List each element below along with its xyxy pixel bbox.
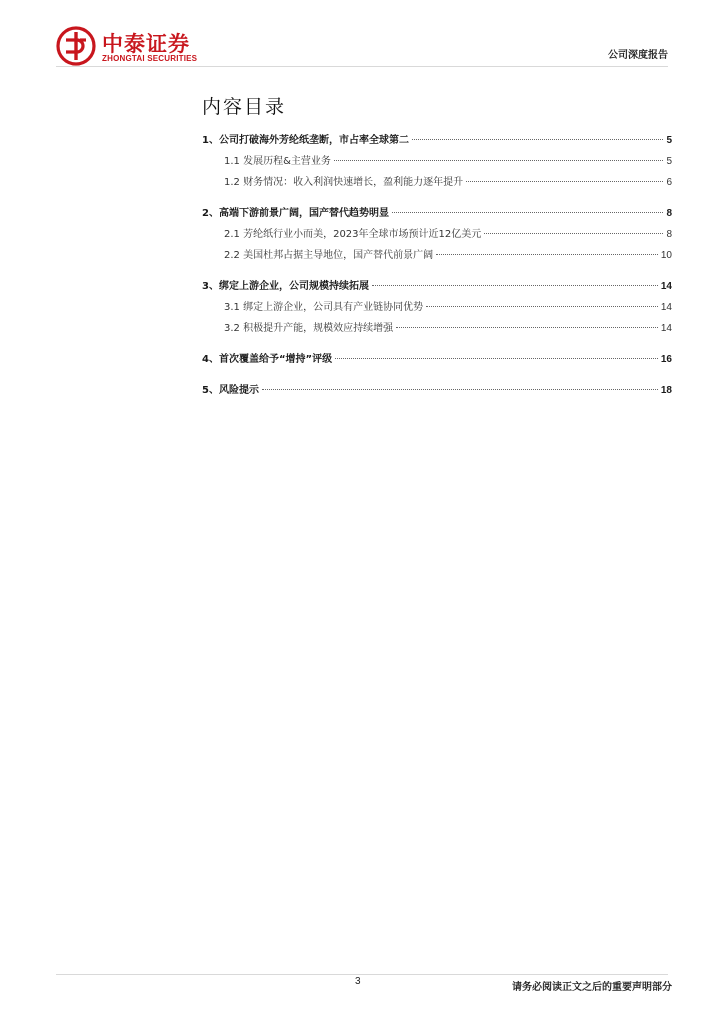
toc-entry[interactable] <box>202 276 672 297</box>
toc-entry-text: 3.2 积极提升产能，规模效应持续增强 <box>224 323 394 334</box>
toc-entry[interactable] <box>202 380 672 401</box>
toc-entry[interactable] <box>202 203 672 224</box>
toc-spacer <box>202 339 672 349</box>
toc-entry-page: 14 <box>660 281 672 292</box>
toc-entry-page: 6 <box>666 177 672 188</box>
toc-entry-page: 5 <box>666 135 672 146</box>
toc-leader-dots <box>334 160 664 161</box>
toc-leader-dots <box>396 327 658 328</box>
toc-entry-text: 1.1 发展历程&主营业务 <box>224 156 331 167</box>
toc-leader-dots <box>466 181 663 182</box>
toc-entry-text: 1.2 财务情况：收入利润快速增长，盈利能力逐年提升 <box>224 177 464 188</box>
toc-leader-dots <box>335 358 658 359</box>
toc-entry[interactable] <box>202 151 672 172</box>
footer-divider <box>56 974 668 975</box>
toc-leader-dots <box>426 306 658 307</box>
toc-entry-text: 3、绑定上游企业，公司规模持续拓展 <box>202 281 369 292</box>
logo-chinese-name: 中泰证券 <box>102 32 190 56</box>
toc-entry[interactable] <box>202 224 672 245</box>
company-logo <box>56 26 256 70</box>
toc-entry-text: 3.1 绑定上游企业，公司具有产业链协同优势 <box>224 302 424 313</box>
toc-entry-text: 1、公司打破海外芳纶纸垄断，市占率全球第二 <box>202 135 409 146</box>
logo-english-name: ZHONGTAI SECURITIES <box>102 54 198 63</box>
toc-spacer <box>202 266 672 276</box>
toc-entry[interactable] <box>202 349 672 370</box>
toc-entry[interactable] <box>202 130 672 151</box>
toc-entry[interactable] <box>202 172 672 193</box>
toc-entry-page: 14 <box>660 323 672 334</box>
toc-spacer <box>202 193 672 203</box>
report-type-label: 公司深度报告 <box>608 50 668 61</box>
toc-entry-page: 16 <box>660 354 672 365</box>
toc-entry-text: 2.2 美国杜邦占据主导地位，国产替代前景广阔 <box>224 250 434 261</box>
toc-spacer <box>202 370 672 380</box>
toc-leader-dots <box>436 254 658 255</box>
toc-entry-page: 10 <box>660 250 672 261</box>
footer-disclaimer: 请务必阅读正文之后的重要声明部分 <box>512 982 672 993</box>
toc-leader-dots <box>262 389 658 390</box>
toc-leader-dots <box>412 139 663 140</box>
toc-entry[interactable] <box>202 245 672 266</box>
toc-entry-page: 5 <box>666 156 672 167</box>
toc-entry-page: 14 <box>660 302 672 313</box>
toc-leader-dots <box>372 285 658 286</box>
toc-entry-text: 2、高端下游前景广阔，国产替代趋势明显 <box>202 208 389 219</box>
header-divider <box>56 66 668 67</box>
toc-leader-dots <box>484 233 663 234</box>
toc-entry-text: 4、首次覆盖给予“增持”评级 <box>202 354 333 365</box>
page-number: 3 <box>355 976 361 987</box>
toc-entry-page: 8 <box>666 208 672 219</box>
table-of-contents <box>202 130 672 401</box>
page-header <box>0 0 724 80</box>
toc-entry-page: 18 <box>660 385 672 396</box>
toc-title: 内容目录 <box>202 96 287 118</box>
toc-entry-text: 5、风险提示 <box>202 385 259 396</box>
toc-entry-text: 2.1 芳纶纸行业小而美，2023年全球市场预计近12亿美元 <box>224 229 482 240</box>
toc-entry-page: 8 <box>666 229 672 240</box>
toc-entry[interactable] <box>202 318 672 339</box>
toc-entry[interactable] <box>202 297 672 318</box>
zhongtai-logo-icon <box>56 26 96 66</box>
toc-leader-dots <box>392 212 663 213</box>
